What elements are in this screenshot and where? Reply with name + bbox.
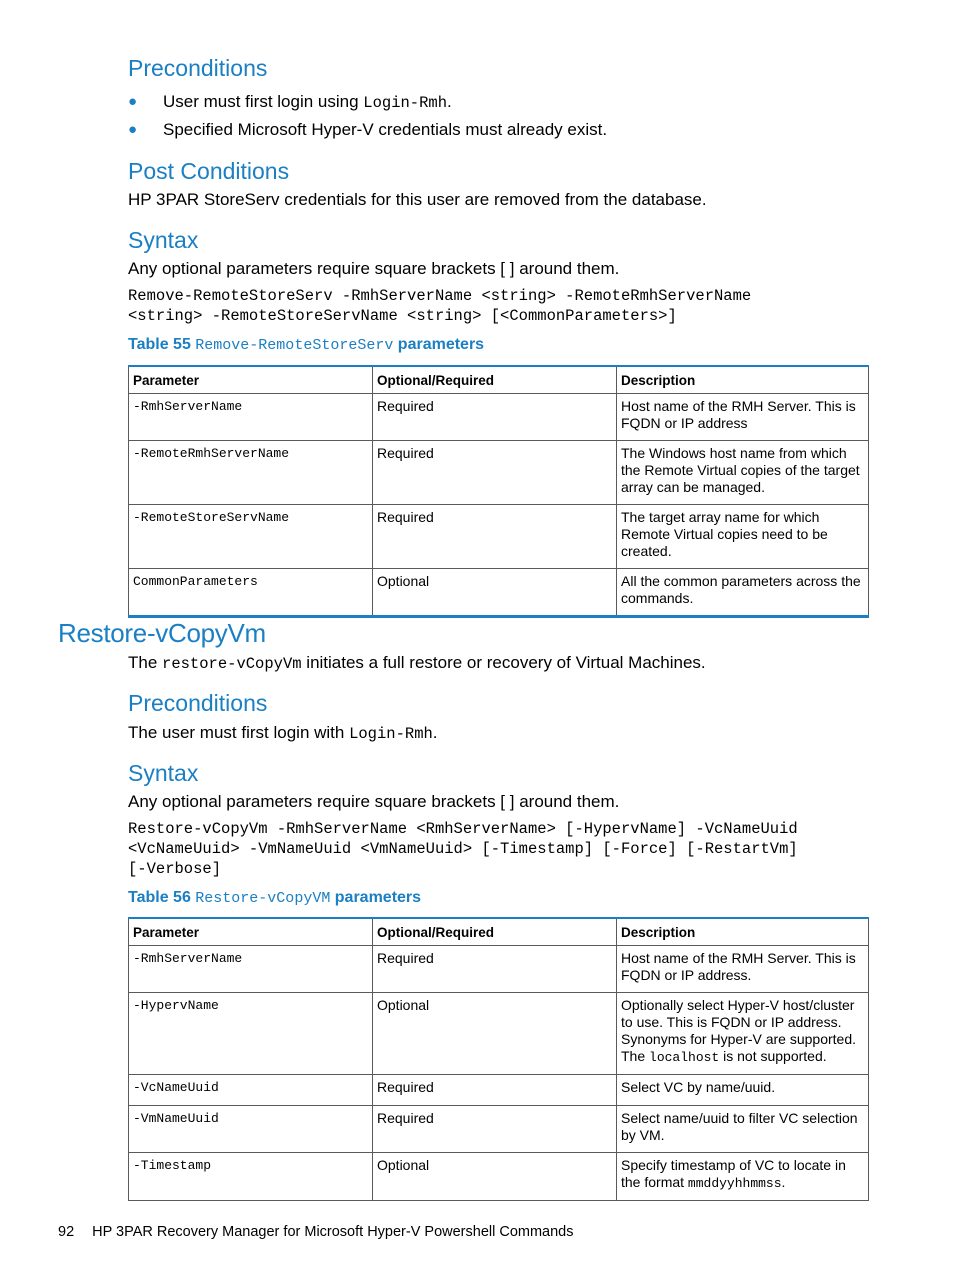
param-cell: -RmhServerName: [129, 946, 373, 993]
description-cell: The Windows host name from which the Remote Virtual copies of the target array can be managed.: [617, 441, 869, 505]
table-row: [129, 569, 869, 617]
post-conditions-heading: Post Conditions: [128, 158, 290, 184]
section-intro: The restore-vCopyVm initiates a full restore or recovery of Virtual Machines.: [128, 653, 706, 673]
table-header-row: [129, 366, 869, 394]
required-cell: Optional: [373, 569, 617, 617]
syntax-text: Any optional parameters require square brackets [ ] around them.: [128, 259, 620, 278]
description-cell: The target array name for which Remote Virtual copies need to be created.: [617, 505, 869, 569]
column-header: Optional/Required: [373, 918, 617, 946]
page-footer: [58, 1223, 574, 1241]
parameters-table: [128, 365, 869, 618]
syntax-heading: Syntax: [128, 760, 199, 786]
table-row: [129, 1075, 869, 1106]
list-item: User must first login using Login-Rmh.: [163, 92, 452, 112]
column-header: Optional/Required: [373, 366, 617, 394]
description-cell: Specify timestamp of VC to locate in the format mmddyyhhmmss.: [617, 1153, 869, 1201]
table-caption: Table 56 Restore-vCopyVM parameters: [128, 889, 422, 907]
param-cell: -RmhServerName: [129, 394, 373, 441]
preconditions-heading: Preconditions: [128, 55, 268, 81]
param-cell: -HypervName: [129, 993, 373, 1075]
required-cell: Required: [373, 946, 617, 993]
bullet-icon: ●: [128, 121, 138, 138]
required-cell: Optional: [373, 993, 617, 1075]
syntax-heading: Syntax: [128, 227, 199, 253]
param-cell: -VmNameUuid: [129, 1106, 373, 1153]
table-row: [129, 505, 869, 569]
column-header: Description: [617, 918, 869, 946]
required-cell: Optional: [373, 1153, 617, 1201]
required-cell: Required: [373, 1106, 617, 1153]
param-cell: -RemoteRmhServerName: [129, 441, 373, 505]
table-row: [129, 441, 869, 505]
list-item: Specified Microsoft Hyper-V credentials must already exist.: [163, 120, 608, 139]
table-row: [129, 394, 869, 441]
bullet-icon: ●: [128, 93, 138, 110]
parameters-table: [128, 917, 869, 1201]
syntax-code: Restore-vCopyVm -RmhServerName <RmhServerName> [-HypervName] -VcNameUuid <VcNameUuid> -VmNameUuid <VmNameUuid> [-Timestamp] [-Force] [-RestartVm] [-Verbose]: [128, 820, 798, 878]
required-cell: Required: [373, 394, 617, 441]
preconditions-text: The user must first login with Login-Rmh.: [128, 723, 438, 743]
required-cell: Required: [373, 441, 617, 505]
preconditions-heading: Preconditions: [128, 690, 268, 716]
description-cell: All the common parameters across the commands.: [617, 569, 869, 617]
param-cell: -VcNameUuid: [129, 1075, 373, 1106]
table-row: [129, 1106, 869, 1153]
footer-title: HP 3PAR Recovery Manager for Microsoft Hyper-V Powershell Commands: [92, 1224, 574, 1240]
description-cell: Select name/uuid to filter VC selection by VM.: [617, 1106, 869, 1153]
description-cell: Optionally select Hyper-V host/cluster to use. This is FQDN or IP address. Synonyms for Hyper-V are supported. The localhost is not supported.: [617, 993, 869, 1075]
syntax-text: Any optional parameters require square brackets [ ] around them.: [128, 792, 620, 811]
syntax-code: Remove-RemoteStoreServ -RmhServerName <string> -RemoteRmhServerName <string> -RemoteStoreServName <string> [<CommonParameters>]: [128, 287, 752, 325]
table-header-row: [129, 918, 869, 946]
description-cell: Host name of the RMH Server. This is FQDN or IP address.: [617, 946, 869, 993]
param-cell: -Timestamp: [129, 1153, 373, 1201]
column-header: Description: [617, 366, 869, 394]
page-number: 92: [58, 1224, 75, 1240]
table-row: [129, 1153, 869, 1201]
description-cell: Select VC by name/uuid.: [617, 1075, 869, 1106]
section-title: Restore-vCopyVm: [58, 618, 266, 648]
param-cell: CommonParameters: [129, 569, 373, 617]
table-row: [129, 993, 869, 1075]
column-header: Parameter: [129, 366, 373, 394]
table-row: [129, 946, 869, 993]
table-caption: Table 55 Remove-RemoteStoreServ parameters: [128, 336, 485, 354]
column-header: Parameter: [129, 918, 373, 946]
required-cell: Required: [373, 1075, 617, 1106]
required-cell: Required: [373, 505, 617, 569]
post-conditions-text: HP 3PAR StoreServ credentials for this user are removed from the database.: [128, 190, 707, 209]
description-cell: Host name of the RMH Server. This is FQDN or IP address: [617, 394, 869, 441]
param-cell: -RemoteStoreServName: [129, 505, 373, 569]
